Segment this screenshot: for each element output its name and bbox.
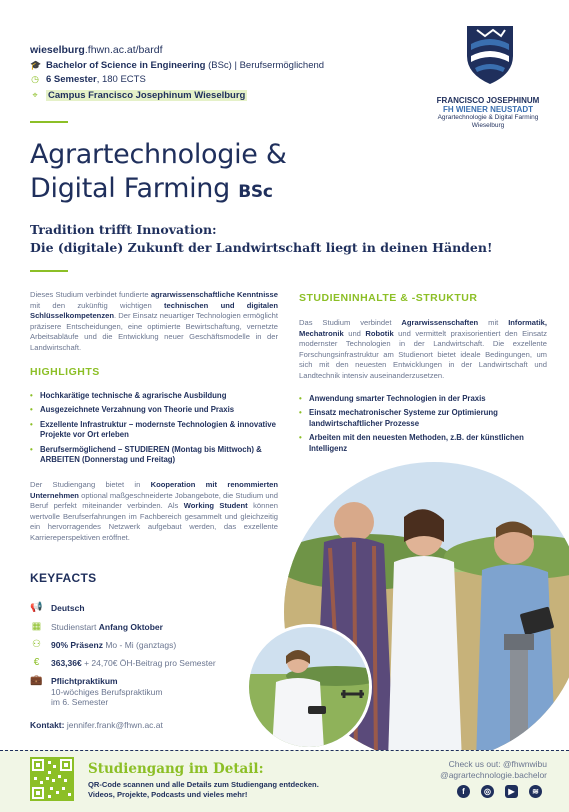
page-title: Agrartechnologie & Digital Farming BSc — [30, 139, 287, 204]
keyfact-internship: 💼 Pflichtpraktikum 10-wöchiges Berufspraktikum im 6. Semester — [30, 675, 163, 707]
footer-text: QR-Code scannen und alle Details zum Studiengang entdecken. Videos, Projekte, Podcasts und vieles mehr! — [88, 780, 319, 799]
highlights-heading: HIGHLIGHTS — [30, 366, 100, 378]
intro-paragraph: Dieses Studium verbindet fundierte agrarwissenschaftliche Kenntnisse mit den zukünftig wichtigen technischen und digitalen Schlüsselkompetenzen. Der Einsatz neuartiger Technologien ermöglicht präzisere Entscheidungen, eine optimierte Bewirtschaftung, vernetzte Arbeitsabläufe und die Entwicklung neuer Geschäftsmodelle in der Landwirtschaft. — [30, 290, 278, 352]
list-item: • Arbeiten mit den neuesten Methoden, z.B. der künstlichen Intelligenz — [299, 433, 549, 454]
location-pin-icon: ⌖ — [32, 90, 38, 100]
tagline: Tradition trifft Innovation: Die (digitale) Zukunft der Landwirtschaft liegt in deinen Händen! — [30, 222, 493, 255]
social-handles — [440, 759, 547, 781]
list-item: • Anwendung smarter Technologien in der Praxis — [299, 394, 549, 404]
keyfact-language: 📢 Deutsch — [30, 602, 85, 613]
drone-photo — [246, 624, 372, 750]
campus-row: ⌖ Campus Francisco Josephinum Wieselburg — [30, 90, 247, 101]
graduation-cap-icon: 🎓 — [30, 60, 42, 70]
keyfact-start: ▦ Studienstart Anfang Oktober — [31, 621, 163, 632]
keyfact-fee: € 363,36€ + 24,70€ ÖH-Beitrag pro Semester — [30, 658, 216, 669]
highlights-list — [30, 391, 280, 469]
website-url[interactable]: wieselburg.fhwn.ac.at/bardf — [30, 44, 163, 56]
fh-shield-logo-icon — [463, 22, 517, 86]
money-icon: € — [33, 657, 40, 668]
youtube-icon[interactable]: ▶ — [505, 785, 518, 798]
studieninhalte-paragraph: Das Studium verbindet Agrarwissenschaften mit Informatik, Mechatronik und Robotik und vermittelt praxisorientiert den Einsatz modernster Technologien in der Landwirtschaft. Die exzellente Forschungsinfrastruktur am Studienort bietet ideale Bedingungen, um sich mit den neuesten Entwicklungen in der Landwirtschaft und Landtechnik intensiv auseinanderzusetzen. — [299, 318, 548, 380]
list-item: • Berufsermöglichend – STUDIEREN (Montag bis Mittwoch) & ARBEITEN (Donnerstag und Freitag) — [30, 445, 280, 466]
briefcase-icon: 💼 — [30, 675, 43, 686]
studieninhalte-list — [299, 394, 549, 458]
list-item: • Einsatz mechatronischer Systeme zur Optimierung landwirtschaftlicher Prozesse — [299, 408, 549, 429]
social-handle-agrartechnologie[interactable]: @agrartechnologie.bachelor — [440, 770, 547, 780]
megaphone-icon: 📢 — [30, 602, 43, 613]
list-item: • Exzellente Infrastruktur – modernste Technologien & innovative Projekte vor Ort erleben — [30, 420, 280, 441]
instagram-icon[interactable]: ◎ — [481, 785, 494, 798]
contact-email-link[interactable]: jennifer.frank@fhwn.ac.at — [64, 720, 163, 730]
keyfact-presence: ⚇ 90% Präsenz Mo - Mi (ganztags) — [30, 640, 176, 651]
calendar-icon: ▦ — [31, 621, 42, 632]
list-item: • Ausgezeichnete Verzahnung von Theorie und Praxis — [30, 405, 280, 415]
qr-code-icon[interactable] — [30, 757, 74, 801]
clock-icon: ◷ — [31, 74, 39, 84]
presence-icon: ⚇ — [32, 639, 41, 650]
footer-heading: Studiengang im Detail: — [88, 761, 264, 777]
social-icons — [457, 785, 542, 798]
social-handle-fhwnwibu[interactable]: Check us out: @fhwnwibu — [448, 759, 547, 769]
degree-row: 🎓 Bachelor of Science in Engineering (BSc) | Berufsermöglichend — [30, 60, 325, 71]
semesters-row: ◷ 6 Semester, 180 ECTS — [31, 74, 146, 85]
list-item: • Hochkarätige technische & agrarische Ausbildung — [30, 391, 280, 401]
divider — [30, 121, 68, 123]
logo-text: FRANCISCO JOSEPHINUM FH WIENER NEUSTADT Agrartechnologie & Digital Farming Wieselburg — [436, 96, 540, 129]
divider — [30, 270, 68, 272]
facebook-icon[interactable]: f — [457, 785, 470, 798]
footer-divider — [0, 750, 569, 751]
cooperation-paragraph: Der Studiengang bietet in Kooperation mit renommierten Unternehmen optional maßgeschneiderte Jobangebote, die Studium und Beruf perfekt miteinander verbinden. Als Working Student können wertvolle Berufserfahrungen im Fachbereich gesammelt und gleichzeitig ein hervorragendes Netzwerk aufgebaut werden, das exzellente Karriereperspektiven eröffnet. — [30, 480, 279, 542]
keyfacts-heading: KEYFACTS — [30, 571, 97, 585]
studieninhalte-heading: STUDIENINHALTE & -STRUKTUR — [299, 292, 478, 304]
contact-line: Kontakt: jennifer.frank@fhwn.ac.at — [30, 720, 163, 730]
spotify-icon[interactable]: ≋ — [529, 785, 542, 798]
